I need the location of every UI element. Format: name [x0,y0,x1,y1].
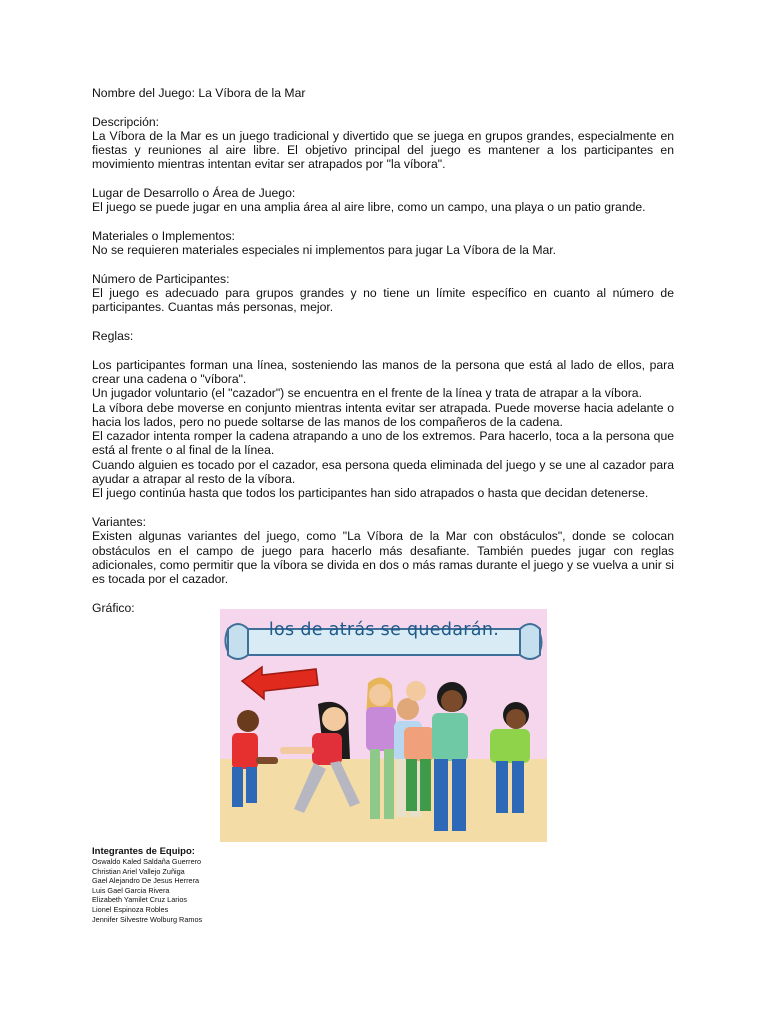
team-member: Oswaldo Kaled Saldaña Guerrero [92,857,202,866]
variants-text: Existen algunas variantes del juego, como "La Víbora de la Mar con obstáculos", donde se colocan obstáculos en el campo de juego para hacerlo más desafiante. También puedes jugar con reglas adicionales, como permitir que la víbora se divida en dos o más ramas durante el juego y se vuelva a unir si es tocada por el cazador. [92,529,674,587]
rule-item: Un jugador voluntario (el "cazador") se encuentra en el frente de la línea y trata de atrapar a la víbora. [92,386,642,401]
variants-heading: Variantes: [92,514,146,529]
banner-text: los de atrás se quedarán. [268,620,500,640]
illustration-drawing [220,609,547,842]
game-illustration [220,609,547,842]
team-member: Jennifer Silvestre Wolburg Ramos [92,914,203,924]
rule-item: El juego continúa hasta que todos los participantes han sido atrapados o hasta que decidan detenerse. [92,486,649,501]
rules-heading: Reglas: [92,329,134,344]
team-heading: Integrantes de Equipo: [92,846,195,857]
participants-text: El juego es adecuado para grupos grandes y no tiene un límite específico en cuanto al número de participantes. Cuantas más personas, mejor. [92,286,674,315]
rule-item: El cazador intenta romper la cadena atrapando a uno de los extremos. Para hacerlo, toca a la persona que está al frente o al final de la línea. [92,429,674,458]
game-title: Nombre del Juego: La Víbora de la Mar [92,86,306,100]
rule-item: Los participantes forman una línea, sosteniendo las manos de la persona que está al lado de ellos, para crear una cadena o "víbora". [92,357,674,386]
team-list [92,857,202,924]
location-heading: Lugar de Desarrollo o Área de Juego: [92,186,296,201]
materials-heading: Materiales o Implementos: [92,228,235,243]
rule-item: Cuando alguien es tocado por el cazador, esa persona queda eliminada del juego y se une al cazador para ayudar a atrapar al resto de la víbora. [92,457,674,487]
document-body [92,86,674,615]
team-member: Christian Ariel Vallejo Zuñiga [92,866,185,876]
rule-item: La víbora debe moverse en conjunto mientras intenta evitar ser atrapada. Puede moverse hacia adelante o hacia los lados, pero no puede soltarse de las manos de los compañeros de la cadena. [92,400,674,429]
team-member: Lionel Espinoza Robles [92,904,169,914]
team-section [92,846,202,924]
description-heading: Descripción: [92,114,160,129]
materials-text: No se requieren materiales especiales ni implementos para jugar La Víbora de la Mar. [92,243,557,258]
team-member: Elizabeth Yamilet Cruz Larios [92,895,188,905]
banner-left-curl [228,624,248,659]
description-text: La Víbora de la Mar es un juego tradicional y divertido que se juega en grupos grandes, especialmente en fiestas y reuniones al aire libre. El objetivo principal del juego es mantener a los participantes en movimiento mientras intentan evitar ser atrapados por "la víbora". [92,128,674,172]
team-member: Gael Alejandro De Jesus Herrera [92,876,200,886]
location-text: El juego se puede jugar en una amplia área al aire libre, como un campo, una playa o un patio grande. [92,200,646,215]
graphic-heading: Gráfico: [92,600,135,615]
left-arrow-icon [242,667,318,699]
banner-right-curl [520,624,540,659]
team-member: Luis Gael Garcia Rivera [92,885,170,895]
participants-heading: Número de Participantes: [92,271,230,286]
